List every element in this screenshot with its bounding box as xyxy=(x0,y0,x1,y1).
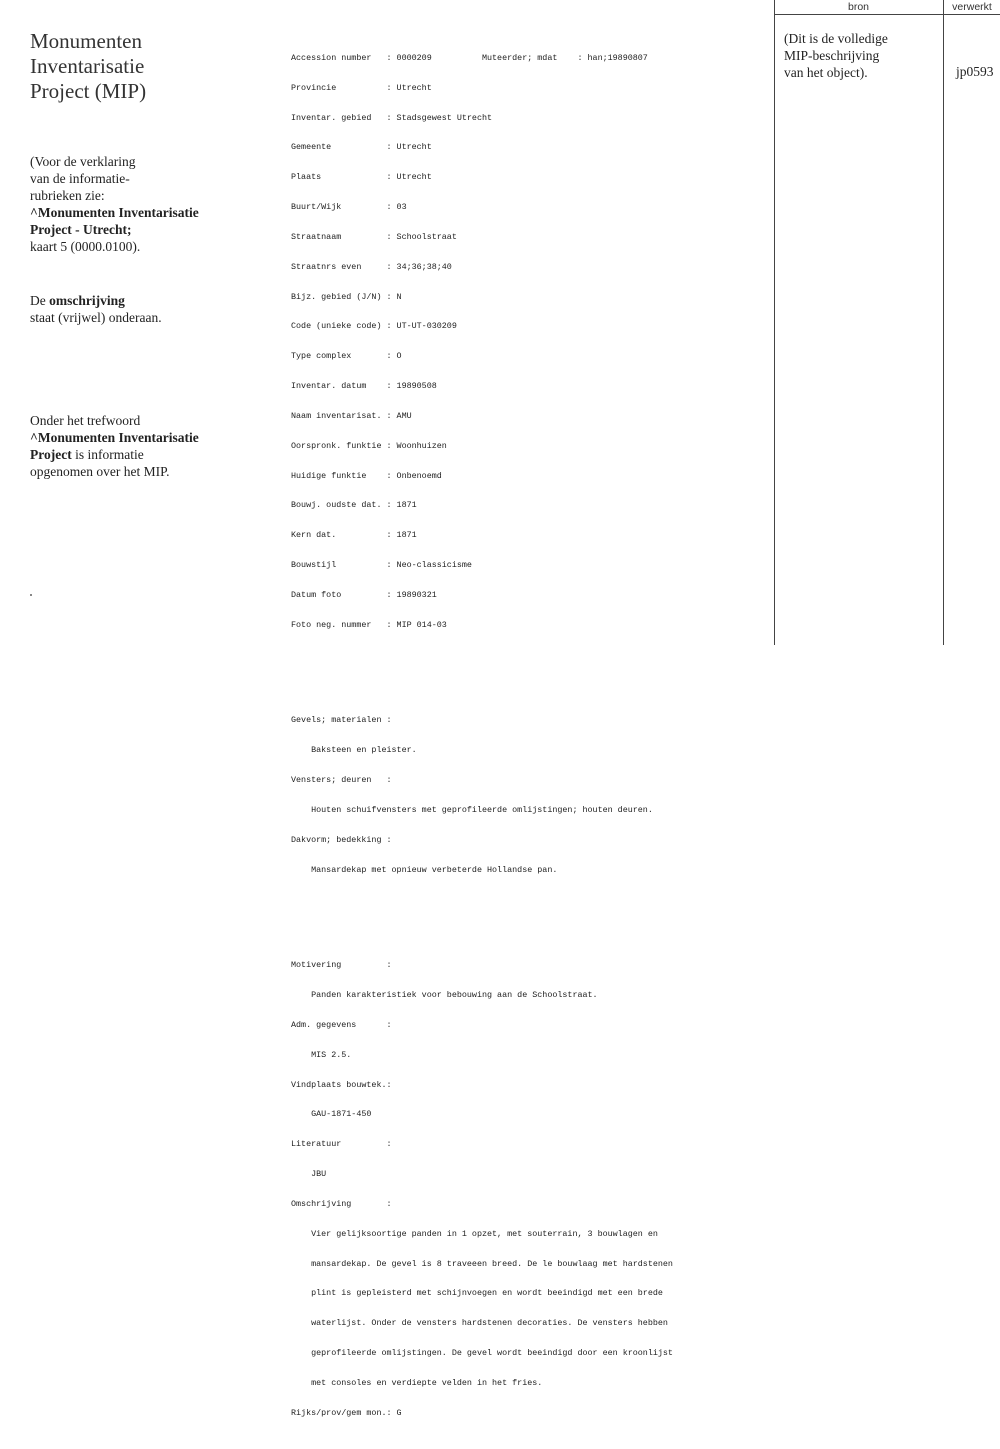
record-field-row: Bouwj. oudste dat. : 1871 xyxy=(291,500,417,511)
record-text-row: Rijks/prov/gem mon.: G xyxy=(291,1407,402,1418)
title-line: Inventarisatie xyxy=(30,54,145,78)
record-field-row: Provincie : Utrecht xyxy=(291,82,432,93)
record-text-row: Vensters; deuren : xyxy=(291,775,392,786)
record-text-row: Dakvorm; bedekking : xyxy=(291,834,392,845)
note-suffix: is informatie xyxy=(71,447,144,462)
record-text-row: Panden karakteristiek voor bebouwing aan de Schoolstraat. xyxy=(291,990,598,1001)
bron-line: MIP-beschrijving xyxy=(784,48,880,63)
record-description-block xyxy=(291,941,761,1438)
note-link-bold: Project xyxy=(30,447,72,462)
note-line: kaart 5 (0000.0100). xyxy=(30,239,141,254)
record-field-row: Naam inventarisat. : AMU xyxy=(291,410,412,421)
note-link-bold: ^Monumenten Inventarisatie xyxy=(30,430,199,445)
record-fields xyxy=(291,34,761,651)
record-text-row: Gevels; materialen : xyxy=(291,715,392,726)
record-field-row: Kern dat. : 1871 xyxy=(291,530,417,541)
record-text-row: MIS 2.5. xyxy=(291,1049,352,1060)
record-text-row: Houten schuifvensters met geprofileerde omlijstingen; houten deuren. xyxy=(291,804,653,815)
title-line: Monumenten xyxy=(30,29,142,53)
header-rule xyxy=(774,14,1000,15)
record-text-row: JBU xyxy=(291,1169,327,1180)
bron-line: van het object). xyxy=(784,65,868,80)
record-text-row: Mansardekap met opnieuw verbeterde Hollandse pan. xyxy=(291,864,558,875)
bron-note xyxy=(784,30,939,81)
record-field-row: Code (unieke code) : UT-UT-030209 xyxy=(291,321,457,332)
record-field-row: Foto neg. nummer : MIP 014-03 xyxy=(291,619,447,630)
record-field-row: Accession number : 0000209 Muteerder; mdat : han;19890807 xyxy=(291,52,648,63)
record-text-row: waterlijst. Onder de vensters hardstenen decoraties. De vensters hebben xyxy=(291,1318,668,1329)
record-field-row: Huidige funktie : Onbenoemd xyxy=(291,470,442,481)
column-divider xyxy=(774,0,775,645)
record-text-row: plint is gepleisterd met schijnvoegen en wordt beeindigd met een brede xyxy=(291,1288,663,1299)
record-text-row: Motivering : xyxy=(291,960,392,971)
note-link-bold: ^Monumenten Inventarisatie xyxy=(30,205,199,220)
note-line: (Voor de verklaring xyxy=(30,154,136,169)
scan-speck xyxy=(30,594,32,596)
record-field-row: Inventar. gebied : Stadsgewest Utrecht xyxy=(291,112,493,123)
record-text-row: Omschrijving : xyxy=(291,1198,392,1209)
note-line xyxy=(30,292,162,309)
record-field-row: Straatnrs even : 34;36;38;40 xyxy=(291,261,452,272)
spacer xyxy=(291,915,761,921)
info-note-omschrijving xyxy=(30,292,162,326)
info-note-trefwoord xyxy=(30,412,199,480)
record-text-row: Vindplaats bouwtek.: xyxy=(291,1079,392,1090)
record-text-row: Vier gelijksoortige panden in 1 opzet, met souterrain, 3 bouwlagen en xyxy=(291,1228,658,1239)
record-text-row: met consoles en verdiepte velden in het fries. xyxy=(291,1378,543,1388)
note-line: Onder het trefwoord xyxy=(30,413,141,428)
note-line: opgenomen over het MIP. xyxy=(30,464,170,479)
record-text-row: Adm. gegevens : xyxy=(291,1019,392,1030)
note-link-bold: Project - Utrecht; xyxy=(30,222,132,237)
record-field-row: Plaats : Utrecht xyxy=(291,172,432,183)
record-text-row: Baksteen en pleister. xyxy=(291,745,417,756)
record-field-row: Inventar. datum : 19890508 xyxy=(291,381,437,392)
record-field-row: Type complex : O xyxy=(291,351,402,362)
record-field-row: Bijz. gebied (J/N) : N xyxy=(291,291,402,302)
record-field-row: Oorspronk. funktie : Woonhuizen xyxy=(291,440,447,451)
record-field-row: Bouwstijl : Neo-classicisme xyxy=(291,560,472,571)
info-note-rubrieken xyxy=(30,153,199,255)
spacer xyxy=(291,671,761,677)
note-prefix: De xyxy=(30,293,50,308)
record-field-row: Buurt/Wijk : 03 xyxy=(291,202,407,213)
record-field-row: Datum foto : 19890321 xyxy=(291,590,437,600)
page-title xyxy=(30,29,146,104)
record-text-row: GAU-1871-450 xyxy=(291,1109,372,1120)
note-line xyxy=(30,446,199,463)
record-text-row: Literatuur : xyxy=(291,1139,392,1150)
record-text-row: geprofileerde omlijstingen. De gevel wordt beeindigd door een kroonlijst xyxy=(291,1348,673,1359)
column-divider xyxy=(943,0,944,645)
verwerkt-column-header: verwerkt xyxy=(952,1,992,13)
mip-record xyxy=(291,14,761,1449)
record-field-row: Straatnaam : Schoolstraat xyxy=(291,231,457,242)
bron-column-header: bron xyxy=(847,1,869,13)
title-line: Project (MIP) xyxy=(30,79,147,103)
note-line: rubrieken zie: xyxy=(30,188,105,203)
record-materials-block xyxy=(291,697,761,896)
note-line: staat (vrijwel) onderaan. xyxy=(30,310,162,325)
note-bold-keyword: omschrijving xyxy=(49,293,125,308)
record-field-row: Gemeente : Utrecht xyxy=(291,142,432,153)
verwerkt-code: jp0593 xyxy=(956,64,994,79)
record-text-row: mansardekap. De gevel is 8 traveeen breed. De le bouwlaag met hardstenen xyxy=(291,1258,673,1269)
bron-line: (Dit is de volledige xyxy=(784,31,888,46)
note-line: van de informatie- xyxy=(30,171,130,186)
